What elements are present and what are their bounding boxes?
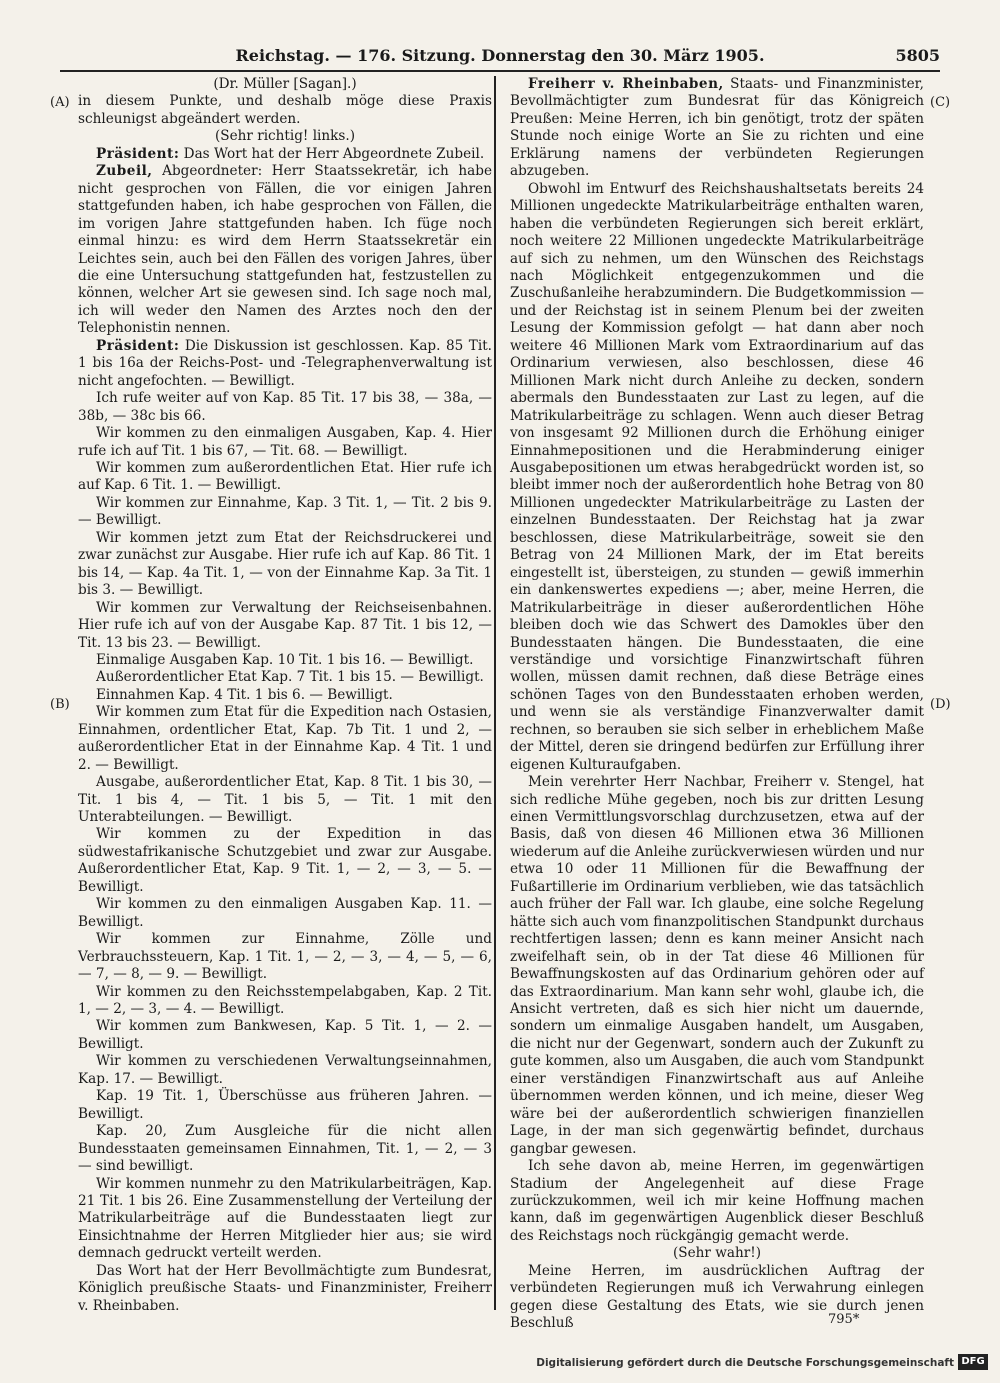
paragraph: Kap. 20, Zum Ausgleiche für die nicht allen Bundesstaaten gemeinsamen Einnahmen, Tit. 1, — 2, — 3 — sind bewilligt.	[78, 1123, 492, 1175]
paragraph: in diesem Punkte, und deshalb möge diese Praxis schleunigst abgeändert werden.	[78, 93, 492, 127]
footer-text: Digitalisierung gefördert durch die Deutsche Forschungsgemeinschaft	[536, 1357, 954, 1369]
speech-text: Das Wort hat der Herr Abgeordnete Zubeil.	[179, 145, 485, 162]
paragraph: Wir kommen zur Einnahme, Kap. 3 Tit. 1, — Tit. 2 bis 9. — Bewilligt.	[78, 494, 492, 529]
paragraph: Wir kommen zu verschiedenen Verwaltungseinnahmen, Kap. 17. — Bewilligt.	[78, 1053, 492, 1087]
right-column	[510, 76, 924, 1333]
margin-mark-c: (C)	[930, 95, 951, 110]
speech-paragraph	[78, 163, 492, 338]
paragraph: Außerordentlicher Etat Kap. 7 Tit. 1 bis 15. — Bewilligt.	[96, 669, 484, 686]
speaker-name: Zubeil,	[96, 163, 153, 180]
left-column	[78, 76, 492, 1315]
column-rule	[494, 76, 496, 1310]
paragraph: Kap. 19 Tit. 1, Überschüsse aus früheren Jahren. — Bewilligt.	[78, 1088, 492, 1122]
paragraph: Das Wort hat der Herr Bevollmächtigte zum Bundesrat, Königlich preußische Staats- und Finanzminister, Freiherr v. Rheinbaben.	[78, 1262, 492, 1314]
paragraph: Wir kommen zum Etat für die Expedition nach Ostasien, Einnahmen, ordentlicher Etat, Kap. 7b Tit. 1 und 2, — außerordentlicher Etat in der Einnahme Kap. 4 Tit. 1 und 2. — Bewilligt.	[78, 704, 492, 773]
paragraph: Wir kommen zu den einmaligen Ausgaben, Kap. 4. Hier rufe ich auf Tit. 1 bis 67, — Tit. 68. — Bewilligt.	[78, 425, 492, 459]
signature-mark: 795*	[828, 1312, 860, 1327]
speaker-name: Präsident:	[96, 337, 180, 354]
speech-text: Abgeordneter: Herr Staatssekretär, ich habe nicht gesprochen von Fällen, die vor einigen Jahren stattgefunden haben, ich habe gesprochen von Fällen, die im vorigen Jahre stattgefunden haben. Ich füge noch einmal hinzu: es wird dem Herrn Staatssekretär ein Leichtes sein, auch bei den Fällen des vorigen Jahres, über die eine Untersuchung stattgefunden hat, festzustellen zu können, welcher Art sie gewesen sind. Ich sage noch mal, ich will weder den Namen des Arztes noch den der Telephonistin nennen.	[78, 163, 492, 337]
speaker-name: Freiherr v. Rheinbaben,	[528, 76, 724, 92]
margin-mark-a: (A)	[50, 95, 70, 110]
paragraph: Einnahmen Kap. 4 Tit. 1 bis 6. — Bewilligt.	[96, 686, 393, 703]
speech-text: Staats- und Finanzminister, Bevollmächtigter zum Bundesrat für das Königreich Preußen: Meine Herren, ich bin genötigt, trotz der späten Stunde noch einige Worte an Sie zu richten und eine Erklärung namens der verbündeten Regierungen abzugeben.	[510, 76, 924, 180]
paragraph: Ich sehe davon ab, meine Herren, im gegenwärtigen Stadium der Angelegenheit auf diese Frage zurückzukommen, weil ich mir keine Hoffnung machen kann, daß im gegenwärtigen Augenblick dieser Beschluß des Reichstags noch rückgängig gemacht werde.	[510, 1158, 924, 1244]
dfg-logo: DFG	[958, 1354, 988, 1370]
paragraph: Wir kommen zur Einnahme, Zölle und Verbrauchssteuern, Kap. 1 Tit. 1, — 2, — 3, — 4, — 5, — 6, — 7, — 8, — 9. — Bewilligt.	[78, 931, 492, 983]
paragraph: Wir kommen nunmehr zu den Matrikularbeiträgen, Kap. 21 Tit. 1 bis 26. Eine Zusammenstellung der Verteilung der Matrikularbeiträge auf die Bundesstaaten liegt zur Einsichtnahme der Herren Mitglieder hier aus; sie wird demnach gedruckt verteilt werden.	[78, 1175, 492, 1262]
paragraph: Wir kommen jetzt zum Etat der Reichsdruckerei und zwar zunächst zur Ausgabe. Hier rufe ich auf Kap. 86 Tit. 1 bis 14, — Kap. 4a Tit. 1, — von der Einnahme Kap. 3a Tit. 1 bis 3. — Bewilligt.	[78, 529, 492, 599]
paragraph: Wir kommen zu den einmaligen Ausgaben Kap. 11. — Bewilligt.	[78, 896, 492, 930]
margin-mark-b: (B)	[50, 697, 70, 712]
paragraph: Wir kommen zu der Expedition in das südwestafrikanische Schutzgebiet und zwar zur Ausgabe. Außerordentlicher Etat, Kap. 9 Tit. 1, — 2, — 3, — 5. — Bewilligt.	[78, 826, 492, 895]
paragraph: Wir kommen zum außerordentlichen Etat. Hier rufe ich auf Kap. 6 Tit. 1. — Bewilligt.	[78, 459, 492, 494]
paragraph: Obwohl im Entwurf des Reichshaushaltsetats bereits 24 Millionen ungedeckte Matrikularbeiträge enthalten waren, haben die verbündeten Regierungen sich bereit erklärt, noch weitere 22 Millionen ungedeckte Matrikularbeiträge auf sich zu nehmen, um den Wünschen des Reichstags nach Möglichkeit entgegenzukommen und die Zuschußanleihe herabzumindern. Die Budgetkommission — und der Reichstag ist in seinem Plenum bei der zweiten Lesung der Kommission gefolgt — hat dann aber noch weitere 46 Millionen Mark vom Extraordinarium auf das Ordinarium verwiesen, also beschlossen, diese 46 Millionen Mark nicht durch Anleihe zu decken, sondern abermals den Bundesstaaten zur Last zu legen, auf die Matrikularbeiträge zu schlagen. Wenn auch dieser Betrag von insgesamt 92 Millionen durch die Erhöhung einiger Einnahmepositionen und die Herabminderung einiger Ausgabepositionen um etwas herabgedrückt worden ist, so bleibt immer noch der außerordentlich hohe Betrag von 80 Millionen ungedeckter Matrikularbeiträge zu Lasten der einzelnen Bundesstaaten. Der Reichstag hat ja zwar beschlossen, diese Matrikularbeiträge, soweit sie den Betrag von 24 Millionen Mark, der im Etat bereits eingestellt ist, übersteigen, zu stunden — gewiß immerhin ein dankenswertes expediens —; aber, meine Herren, die Matrikularbeiträge in dieser außerordentlichen Höhe bleiben doch wie das Schwert des Damokles über den Bundesstaaten hängen. Die Bundesstaaten, die eine verständige und vorsichtige Finanzwirtschaft führen wollen, müssen damit rechnen, daß diese Beträge eines schönen Tages von den Bundesstaaten erhoben werden, und wenn sie als verständige Finanzverwalter damit rechnen, so berauben sie sich selber in erheblichem Maße der Mittel, deren sie dringend bedürfen zur Erfüllung ihrer eigenen Kulturaufgaben.	[510, 180, 924, 773]
margin-mark-d: (D)	[930, 697, 951, 712]
running-title: Reichstag. — 176. Sitzung. Donnerstag den 30. März 1905.	[235, 46, 765, 65]
speech-paragraph	[78, 146, 492, 163]
paragraph: Mein verehrter Herr Nachbar, Freiherr v. Stengel, hat sich redliche Mühe gegeben, noch bis zur dritten Lesung einen Vermittlungsvorschlag durchzusetzen, etwa auf der Basis, daß von diesen 46 Millionen etwa 36 Millionen wiederum auf die Anleihe zurückverwiesen würden und nur etwa 10 oder 11 Millionen für die Bewaffnung der Fußartillerie im Ordinarium verblieben, wie das tatsächlich auch früher der Fall war. Ich glaube, eine solche Regelung hätte sich auch vom finanzpolitischen Standpunkt durchaus rechtfertigen lassen; denn es kann meiner Ansicht nach zweifelhaft sein, ob in der Tat diese 46 Millionen für Bewaffnungskosten auf das Ordinarium gehören oder auf das Extraordinarium. Man kann sehr wohl, glaube ich, die Ansicht vertreten, daß es sich hier nicht um dauernde, sondern um einmalige Ausgaben handelt, um Ausgaben, die nicht nur der Gegenwart, sondern auch der Zukunft zu gute kommen, also um Ausgaben, die auch vom Standpunkt einer verständigen Finanzwirtschaft aus auf Anleihe übernommen werden können, und ich meine, dieser Weg wäre bei der außerordentlich schwierigen finanziellen Lage, in der man sich gegenwärtig befindet, durchaus gangbar gewesen.	[510, 774, 924, 1157]
footer	[536, 1354, 988, 1372]
stage-direction: (Sehr wahr!)	[673, 1245, 761, 1262]
paragraph: Einmalige Ausgaben Kap. 10 Tit. 1 bis 16. — Bewilligt.	[96, 651, 474, 668]
paragraph: Wir kommen zum Bankwesen, Kap. 5 Tit. 1, — 2. — Bewilligt.	[78, 1018, 492, 1052]
paragraph: Ausgabe, außerordentlicher Etat, Kap. 8 Tit. 1 bis 30, — Tit. 1 bis 4, — Tit. 1 bis 5, — Tit. 1 mit den Unterabteilungen. — Bewilligt.	[78, 774, 492, 826]
paragraph: Wir kommen zur Verwaltung der Reichseisenbahnen. Hier rufe ich auf von der Ausgabe Kap. 87 Tit. 1 bis 12, — Tit. 13 bis 23. — Bewilligt.	[78, 599, 492, 651]
speech-paragraph	[78, 338, 492, 390]
paragraph: Ich rufe weiter auf von Kap. 85 Tit. 17 bis 38, — 38a, — 38b, — 38c bis 66.	[78, 390, 492, 424]
paragraph: Wir kommen zu den Reichsstempelabgaben, Kap. 2 Tit. 1, — 2, — 3, — 4. — Bewilligt.	[78, 983, 492, 1018]
speech-text: Die Diskussion ist geschlossen. Kap. 85 Tit. 1 bis 16a der Reichs-Post- und -Telegraphenverwaltung ist nicht angefochten. — Bewilligt.	[78, 337, 492, 389]
page-number: 5805	[895, 46, 940, 65]
paragraph: Meine Herren, im ausdrücklichen Auftrag der verbündeten Regierungen muß ich Verwahrung einlegen gegen diese Gestaltung des Etats, wie sie durch jenen Beschluß	[510, 1262, 924, 1332]
stage-direction: (Sehr richtig! links.)	[214, 128, 356, 145]
page-header	[60, 44, 940, 72]
stage-direction: (Dr. Müller [Sagan].)	[213, 76, 357, 92]
speaker-name: Präsident:	[96, 145, 180, 162]
speech-paragraph	[510, 76, 924, 181]
